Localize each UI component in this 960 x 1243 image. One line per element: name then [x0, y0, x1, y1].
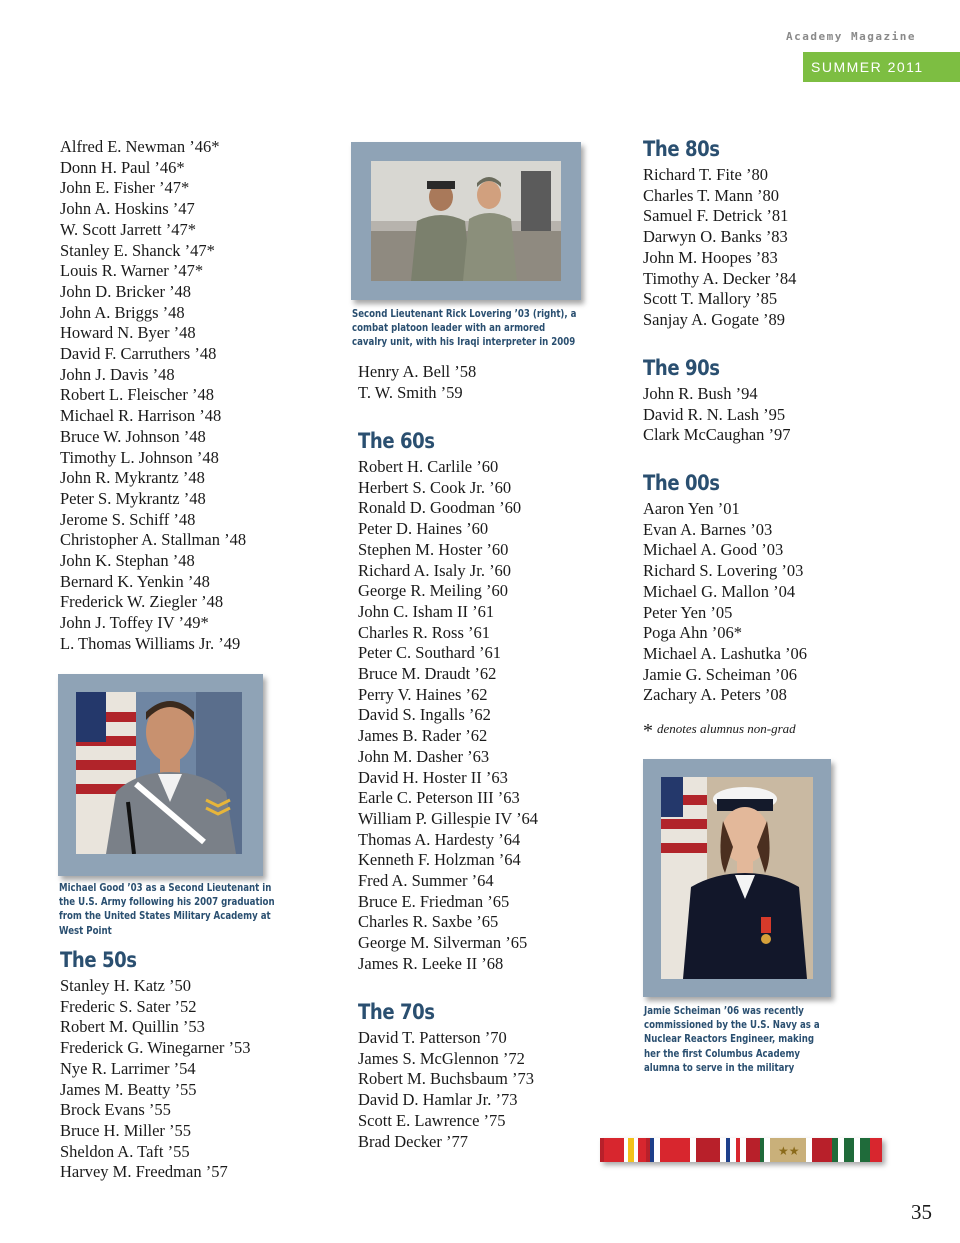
alumni-name: Clark McCaughan ’97	[643, 425, 791, 445]
alumni-name: Bruce E. Friedman ’65	[358, 891, 510, 911]
alumni-name: Thomas A. Hardesty ’64	[358, 829, 521, 849]
alumni-name: Sanjay A. Gogate ’89	[643, 309, 786, 329]
alumni-name: John J. Davis ’48	[60, 364, 175, 384]
alumni-name: Stanley H. Katz ’50	[60, 976, 192, 995]
alumni-name: Charles R. Ross ’61	[358, 622, 490, 642]
alumni-name: Stanley E. Shanck ’47*	[60, 240, 215, 260]
alumni-name: Frederick W. Ziegler ’48	[60, 592, 224, 612]
alumni-name: George R. Meiling ’60	[358, 581, 509, 601]
photo-michael-good	[76, 692, 242, 854]
alumni-name: Michael R. Harrison ’48	[60, 406, 222, 426]
alumni-name: Howard N. Byer ’48	[60, 323, 196, 343]
alumni-name: Brad Decker ’77	[358, 1131, 468, 1151]
alumni-name: Robert H. Carlile ’60	[358, 457, 499, 476]
alumni-name: John R. Bush ’94	[643, 384, 758, 403]
alumni-name: T. W. Smith ’59	[358, 382, 463, 402]
alumni-name: Zachary A. Peters ’08	[643, 685, 787, 705]
alumni-name: Michael A. Good ’03	[643, 540, 784, 560]
svg-text:★★: ★★	[778, 1144, 800, 1158]
alumni-name: Kenneth F. Holzman ’64	[358, 850, 521, 870]
alumni-name: Charles R. Saxbe ’65	[358, 912, 499, 932]
alumni-name: Richard T. Fite ’80	[643, 165, 768, 184]
alumni-name: L. Thomas Williams Jr. ’49	[60, 633, 241, 653]
alumni-name: Perry V. Haines ’62	[358, 684, 488, 704]
alumni-name: Christopher A. Stallman ’48	[60, 530, 247, 550]
alumni-name: John R. Mykrantz ’48	[60, 468, 205, 488]
alumni-name: David R. N. Lash ’95	[643, 404, 786, 424]
page-number: 35	[911, 1200, 932, 1224]
alumni-list-90s	[643, 384, 791, 446]
alumni-name: Louis R. Warner ’47*	[60, 261, 204, 281]
alumni-name: John A. Hoskins ’47	[60, 199, 195, 219]
alumni-name: Frederick G. Winegarner ’53	[60, 1038, 251, 1058]
photo-frame-good	[58, 674, 263, 876]
heading-90s: The 90s	[643, 356, 720, 380]
alumni-name: James S. McGlennon ’72	[358, 1048, 525, 1068]
alumni-name: Timothy A. Decker ’84	[643, 268, 797, 288]
asterisk-symbol: *	[643, 720, 653, 742]
alumni-name: Samuel F. Detrick ’81	[643, 206, 789, 226]
caption-michael-good: Michael Good ’03 as a Second Lieutenant in the U.S. Army following his 2007 graduation from the United States Military Academy at West Point	[59, 882, 275, 937]
issue-badge: SUMMER 2011	[803, 52, 960, 82]
alumni-name: Donn H. Paul ’46*	[60, 157, 185, 177]
alumni-name: John M. Hoopes ’83	[643, 247, 778, 267]
alumni-name: Jerome S. Schiff ’48	[60, 509, 196, 529]
alumni-name: Richard S. Lovering ’03	[643, 561, 804, 581]
alumni-name: Brock Evans ’55	[60, 1100, 171, 1120]
alumni-name: Nye R. Larrimer ’54	[60, 1058, 196, 1078]
alumni-name: Peter S. Mykrantz ’48	[60, 488, 206, 508]
alumni-name: David S. Ingalls ’62	[358, 705, 491, 725]
heading-60s: The 60s	[358, 429, 435, 453]
photo-jamie-scheiman	[661, 777, 813, 979]
alumni-name: Michael A. Lashutka ’06	[643, 643, 808, 663]
alumni-list-50s	[60, 976, 251, 1183]
alumni-name: Robert M. Quillin ’53	[60, 1017, 205, 1037]
alumni-name: Peter D. Haines ’60	[358, 519, 489, 539]
alumni-name: John D. Bricker ’48	[60, 281, 192, 301]
alumni-name: Jamie G. Scheiman ’06	[643, 664, 797, 684]
heading-00s: The 00s	[643, 471, 720, 495]
alumni-list-00s	[643, 499, 807, 706]
caption-jamie-scheiman: Jamie Scheiman ’06 was recently commissioned by the U.S. Navy as a Nuclear Reactors Engineer, making her the first Columbus Academy alumna to serve in the military	[644, 1005, 820, 1074]
alumni-name: David D. Hamlar Jr. ’73	[358, 1090, 518, 1110]
alumni-name: Richard A. Isaly Jr. ’60	[358, 560, 512, 580]
alumni-list-60s	[358, 457, 538, 975]
heading-70s: The 70s	[358, 1000, 435, 1024]
alumni-name: David T. Patterson ’70	[358, 1028, 507, 1047]
alumni-name: John K. Stephan ’48	[60, 551, 195, 571]
alumni-name: Herbert S. Cook Jr. ’60	[358, 477, 512, 497]
alumni-name: John M. Dasher ’63	[358, 746, 490, 766]
alumni-name: Scott E. Lawrence ’75	[358, 1110, 506, 1130]
alumni-name: Bruce H. Miller ’55	[60, 1120, 192, 1140]
alumni-name: John A. Briggs ’48	[60, 302, 185, 322]
photo-rick-lovering	[371, 161, 561, 281]
alumni-name: Peter C. Southard ’61	[358, 643, 501, 663]
alumni-list-70s	[358, 1028, 534, 1152]
ribbon-5	[832, 1138, 882, 1162]
alumni-name: Stephen M. Hoster ’60	[358, 539, 509, 559]
alumni-name: Robert M. Buchsbaum ’73	[358, 1069, 534, 1089]
alumni-name: James M. Beatty ’55	[60, 1079, 197, 1099]
alumni-name: James R. Leeke II ’68	[358, 953, 504, 973]
caption-rick-lovering: Second Lieutenant Rick Lovering ’03 (right), a combat platoon leader with an armored cavalry unit, with his Iraqi interpreter in 2009	[352, 308, 577, 349]
ribbon-2	[650, 1138, 696, 1162]
alumni-name: Frederic S. Sater ’52	[60, 996, 197, 1016]
alumni-name: Michael G. Mallon ’04	[643, 581, 796, 601]
alumni-name: John J. Toffey IV ’49*	[60, 613, 209, 633]
alumni-name: Henry A. Bell ’58	[358, 362, 477, 381]
footnote	[643, 720, 796, 743]
alumni-name: W. Scott Jarrett ’47*	[60, 219, 196, 239]
alumni-name: Charles T. Mann ’80	[643, 185, 779, 205]
alumni-name: Aaron Yen ’01	[643, 499, 740, 518]
alumni-name: Evan A. Barnes ’03	[643, 519, 773, 539]
alumni-name: Peter Yen ’05	[643, 602, 733, 622]
alumni-name: William P. Gillespie IV ’64	[358, 808, 539, 828]
ribbon-1	[604, 1138, 646, 1162]
alumni-list-40s	[60, 137, 246, 655]
alumni-name: David H. Hoster II ’63	[358, 767, 508, 787]
alumni-name: Scott T. Mallory ’85	[643, 289, 778, 309]
alumni-name: Sheldon A. Taft ’55	[60, 1141, 190, 1161]
alumni-name: Harvey M. Freedman ’57	[60, 1162, 228, 1182]
photo-frame-lovering	[351, 142, 581, 300]
alumni-name: Bernard K. Yenkin ’48	[60, 571, 210, 591]
ribbon-3	[720, 1138, 746, 1162]
alumni-name: George M. Silverman ’65	[358, 933, 528, 953]
magazine-title: Academy Magazine	[786, 30, 916, 43]
alumni-name: Bruce M. Draudt ’62	[358, 664, 497, 684]
alumni-name: Fred A. Summer ’64	[358, 871, 494, 891]
alumni-name: Bruce W. Johnson ’48	[60, 426, 206, 446]
alumni-name: Ronald D. Goodman ’60	[358, 498, 522, 518]
alumni-name: Alfred E. Newman ’46*	[60, 137, 220, 156]
ribbon-4	[760, 1138, 812, 1162]
alumni-name: Darwyn O. Banks ’83	[643, 227, 788, 247]
alumni-list-80s	[643, 165, 796, 331]
alumni-list-50s-continued	[358, 362, 476, 403]
alumni-name: Robert L. Fleischer ’48	[60, 385, 214, 405]
alumni-name: James B. Rader ’62	[358, 726, 488, 746]
alumni-name: Timothy L. Johnson ’48	[60, 447, 219, 467]
footnote-text: denotes alumnus non-grad	[657, 721, 796, 736]
photo-frame-scheiman	[643, 759, 831, 997]
alumni-name: John C. Isham II ’61	[358, 601, 495, 621]
alumni-name: Poga Ahn ’06*	[643, 623, 742, 643]
heading-50s: The 50s	[60, 948, 137, 972]
service-ribbons-graphic	[600, 1138, 882, 1162]
alumni-name: Earle C. Peterson III ’63	[358, 788, 520, 808]
alumni-name: David F. Carruthers ’48	[60, 344, 217, 364]
heading-80s: The 80s	[643, 137, 720, 161]
alumni-name: John E. Fisher ’47*	[60, 178, 190, 198]
